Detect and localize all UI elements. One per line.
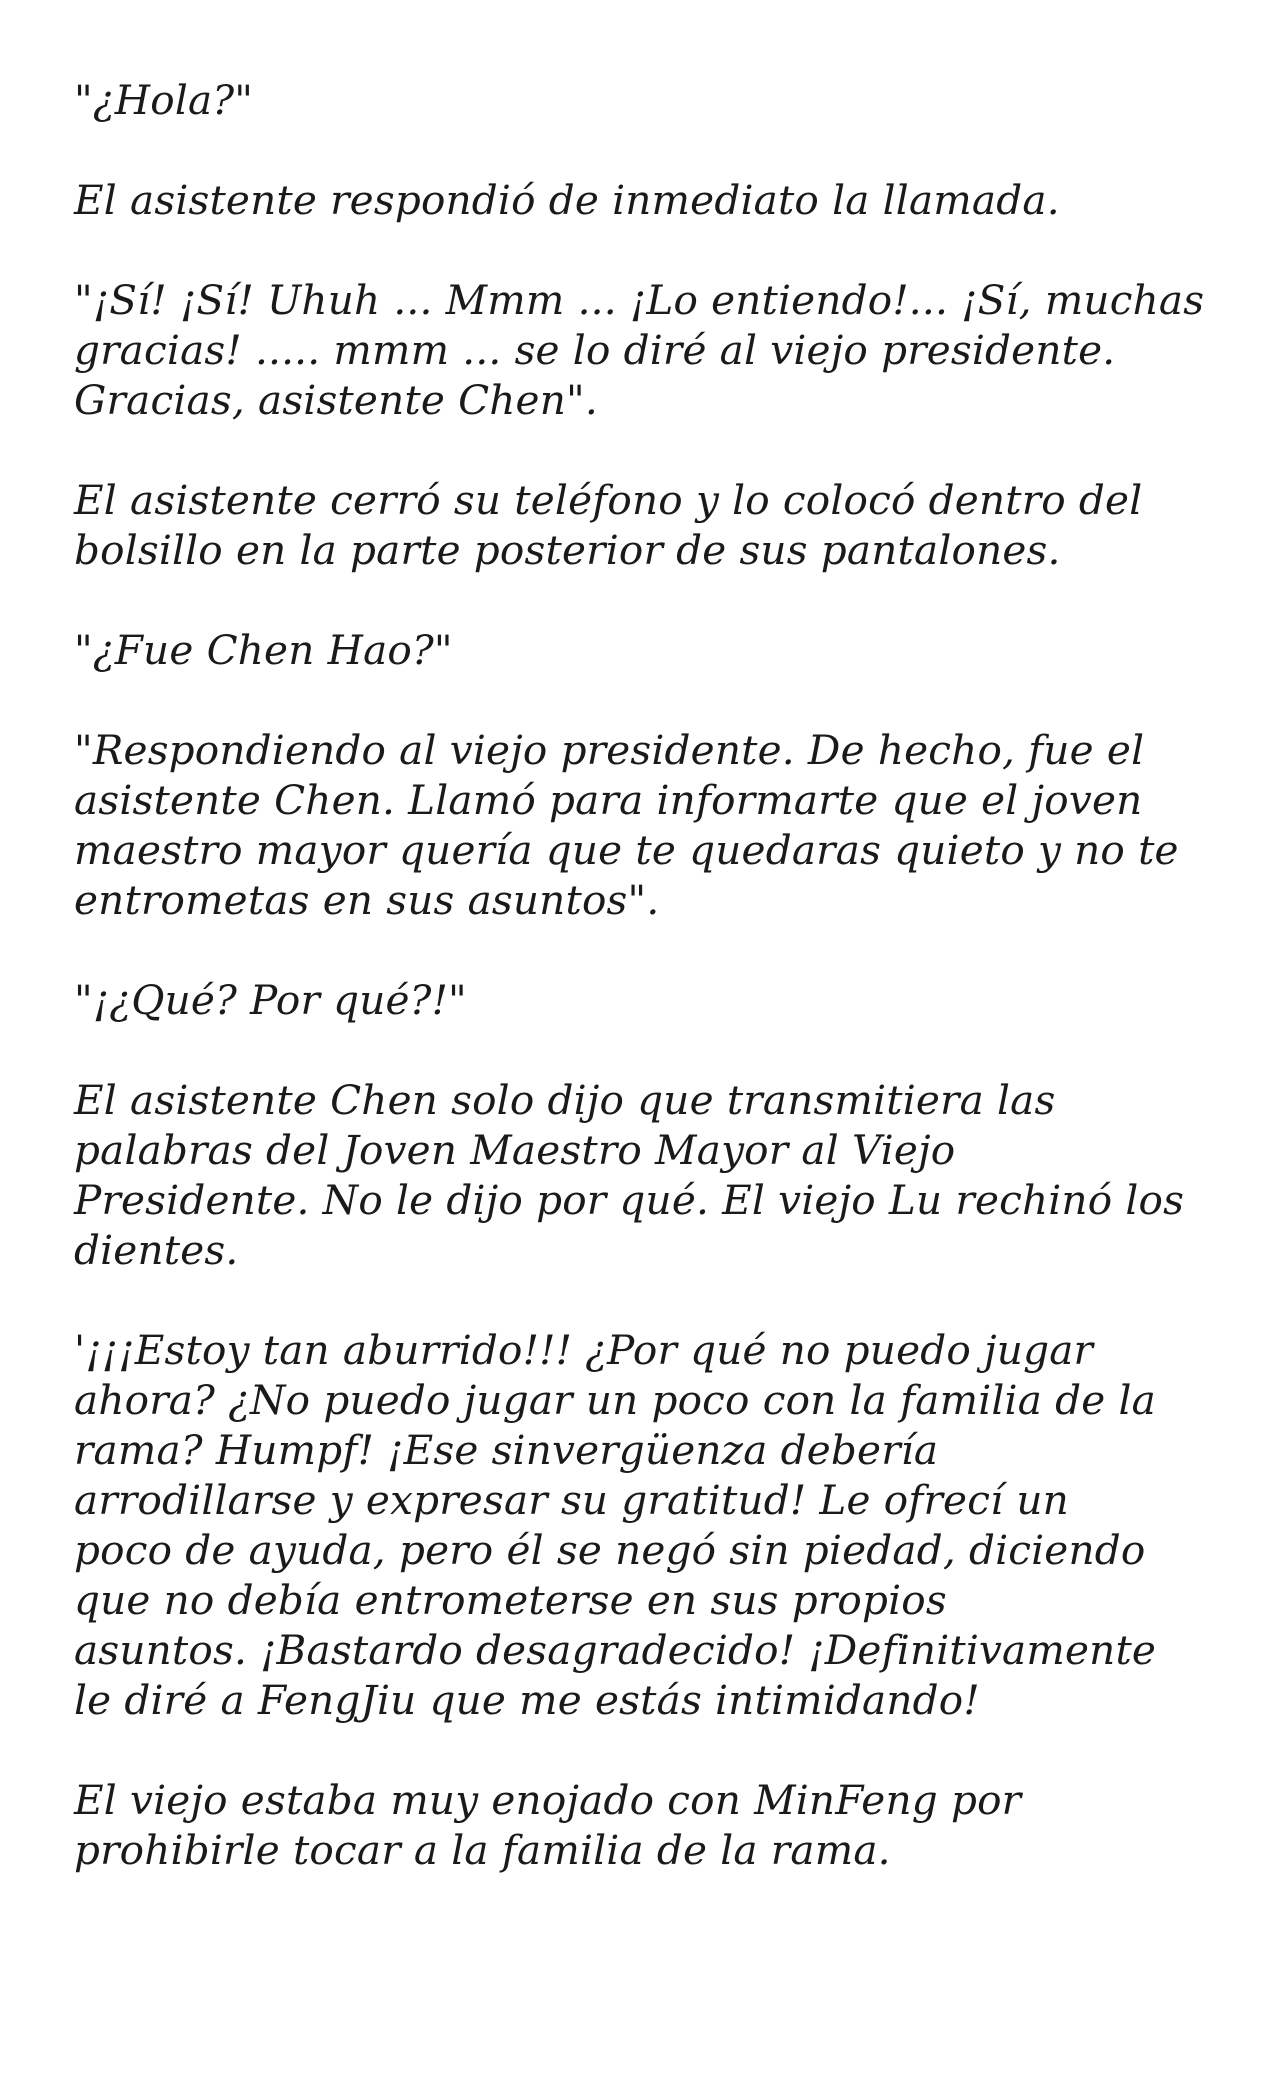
document-page	[74, 75, 1224, 1925]
paragraph-4: El asistente cerró su teléfono y lo colocó dentro del bolsillo en la parte posterior de sus pantalones.	[74, 476, 1143, 574]
paragraph-2: El asistente respondió de inmediato la llamada.	[74, 176, 1060, 224]
paragraph-7: "¡¿Qué? Por qué?!"	[74, 976, 467, 1024]
paragraph-10: El viejo estaba muy enojado con MinFeng por prohibirle tocar a la familia de la rama.	[74, 1776, 1022, 1874]
paragraph-9: '¡¡¡Estoy tan aburrido!!! ¿Por qué no puedo jugar ahora? ¿No puedo jugar un poco con la familia de la rama? Humpf! ¡Ese sinvergüenza debería arrodillarse y expresar su gratitud! Le ofrecí un poco de ayuda, pero él se negó sin piedad, diciendo que no debía entrometerse en sus propios asuntos. ¡Bastardo desagradecido! ¡Definitivamente le diré a FengJiu que me estás intimidando!	[74, 1326, 1157, 1724]
paragraph-3: "¡Sí! ¡Sí! Uhuh ... Mmm ... ¡Lo entiendo!... ¡Sí, muchas gracias! ..... mmm ... se lo diré al viejo presidente. Gracias, asistente Chen".	[74, 276, 1205, 424]
paragraph-8: El asistente Chen solo dijo que transmitiera las palabras del Joven Maestro Mayor al Viejo Presidente. No le dijo por qué. El viejo Lu rechinó los dientes.	[74, 1076, 1185, 1274]
paragraph-5: "¿Fue Chen Hao?"	[74, 626, 453, 674]
paragraph-1: "¿Hola?"	[74, 76, 254, 124]
paragraph-6: "Respondiendo al viejo presidente. De hecho, fue el asistente Chen. Llamó para informarte que el joven maestro mayor quería que te quedaras quieto y no te entrometas en sus asuntos".	[74, 726, 1179, 924]
